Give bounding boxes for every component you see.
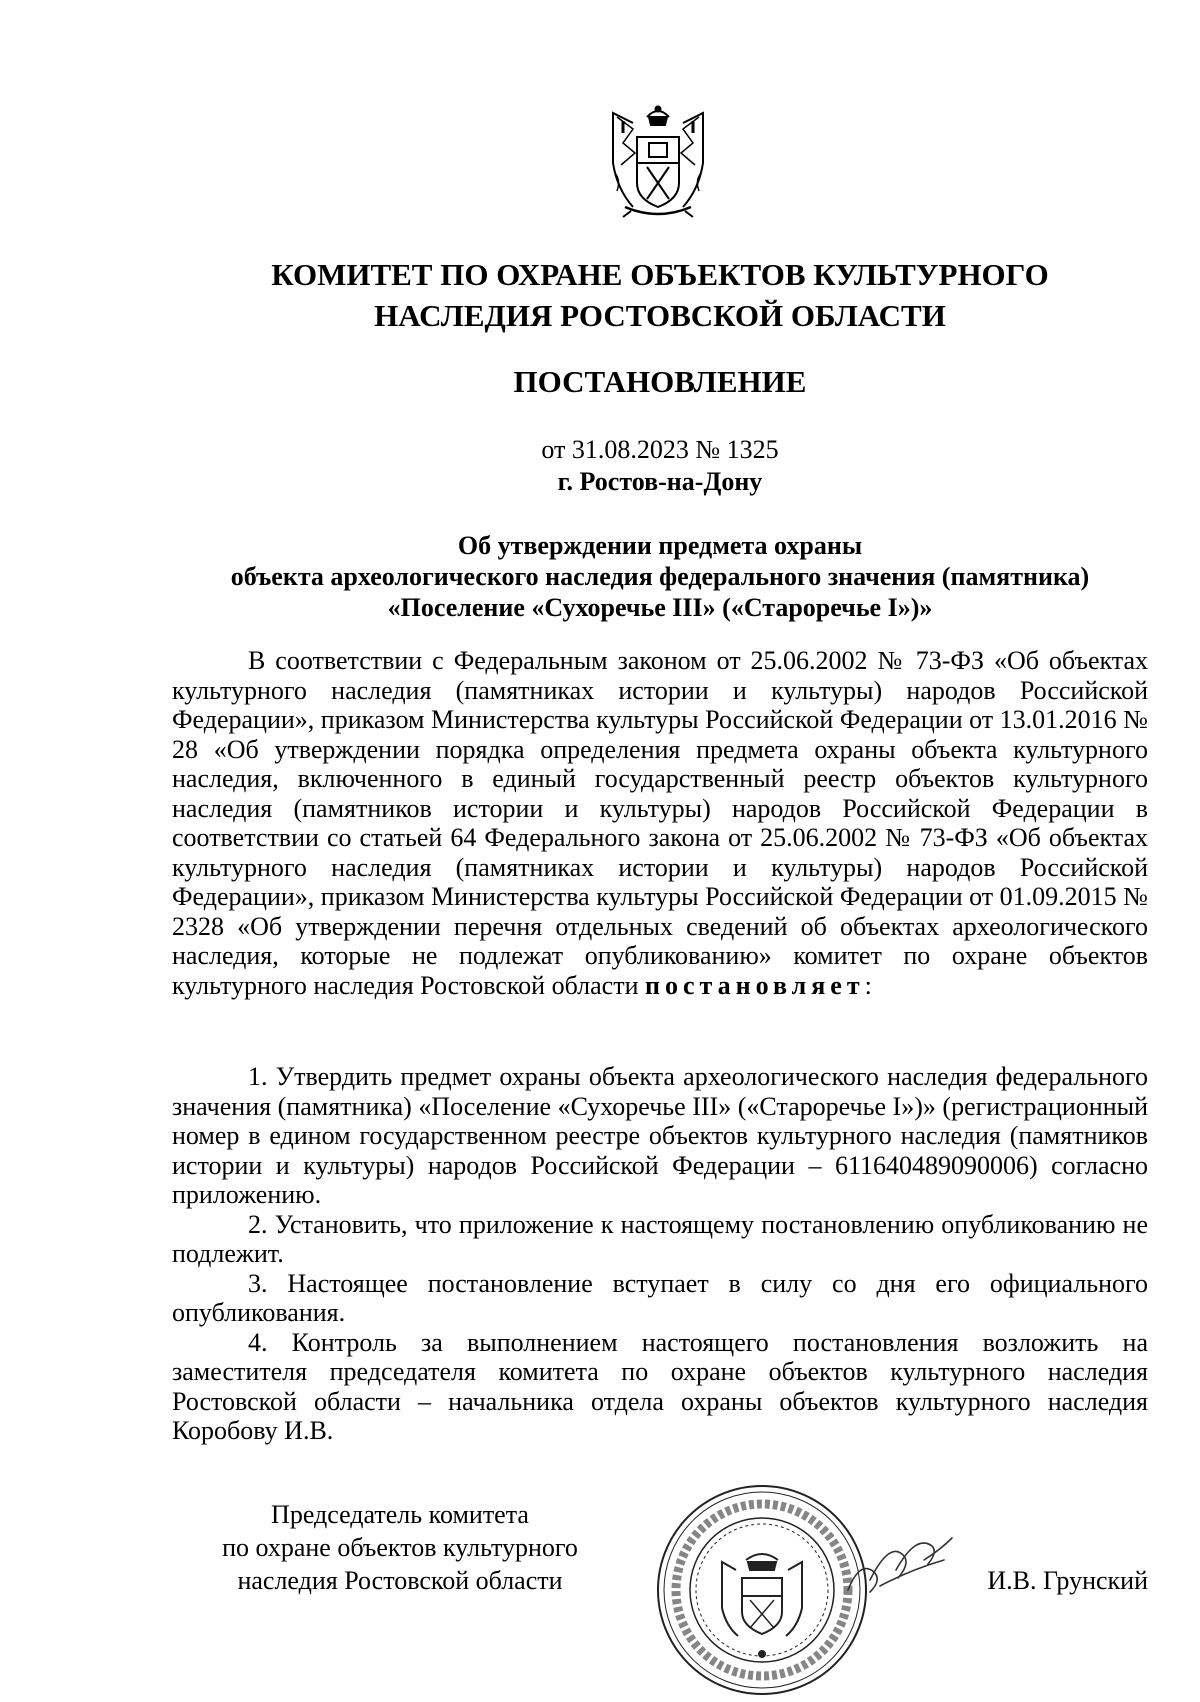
document-date-number: от 31.08.2023 № 1325 [541, 435, 779, 464]
preamble-text: В соответствии с Федеральным законом от 25.06.2002 № 73-ФЗ «Об объектах культурного наследия (памятниках истории и культуры) народов Российской Федерации», приказом Министерства культуры Российской Федерации от 13.01.2016 № 28 «Об утверждении порядка определения предмета охраны объекта культурного наследия, включенного в единый государственный реестр объектов культурного наследия (памятников истории и культуры) народов Российской Федерации в соответствии со статьей 64 Федерального закона от 25.06.2002 № 73-ФЗ «Об объектах культурного наследия (памятниках истории и культуры) народов Российской Федерации», приказом Министерства культуры Российской Федерации от 01.09.2015 № 2328 «Об утверждении перечня отдельных сведений об объектах археологического наследия, которые не подлежат опубликованию» комитет по охране объектов культурного наследия Ростовской области [172, 646, 1148, 1000]
signatory-title [200, 1498, 600, 1597]
decree-word: постановляет [645, 970, 865, 1000]
organization-title-line1: КОМИТЕТ ПО ОХРАНЕ ОБЪЕКТОВ КУЛЬТУРНОГО [271, 257, 1049, 292]
signatory-title-line3: наследия Ростовской области [237, 1566, 563, 1595]
document-city: г. Ростов-на-Дону [557, 467, 763, 496]
signatory-name: И.В. Грунский [987, 1566, 1148, 1595]
signatory-title-line2: по охране объектов культурного [222, 1533, 578, 1562]
decree-item-4: 4. Контроль за выполнением настоящего постановления возложить на заместителя председателя комитета по охране объектов культурного наследия Ростовской области – начальника отдела охраны объектов культурного наследия Коробову И.В. [172, 1327, 1148, 1445]
organization-title [170, 254, 1150, 336]
document-type-heading: ПОСТАНОВЛЕНИЕ [513, 364, 807, 399]
subject-line2: объекта археологического наследия федерального значения (памятника) [230, 562, 1090, 591]
subject-line3: «Поселение «Сухоречье III» («Староречье I»)» [387, 593, 933, 622]
decree-item-1: 1. Утвердить предмет охраны объекта археологического наследия федерального значения (памятника) «Поселение «Сухоречье III» («Староречье I»)» (регистрационный номер в едином государственном реестре объектов культурного наследия (памятников истории и культуры) народов Российской Федерации – 611640489090006) согласно приложению. [172, 1062, 1148, 1209]
organization-title-line2: НАСЛЕДИЯ РОСТОВСКОЙ ОБЛАСТИ [374, 298, 946, 333]
decree-item-3: 3. Настоящее постановление вступает в силу со дня его официального опубликования. [172, 1268, 1148, 1327]
decree-item-2: 2. Установить, что приложение к настоящему постановлению опубликованию не подлежит. [172, 1209, 1148, 1268]
coat-of-arms-icon [603, 103, 713, 221]
handwritten-signature-icon [840, 1520, 960, 1610]
decree-items [172, 1062, 1148, 1446]
subject-line1: Об утверждении предмета охраны [457, 531, 863, 560]
signatory-title-line1: Председатель комитета [271, 1500, 529, 1529]
preamble-paragraph [172, 646, 1148, 1000]
decree-suffix: : [864, 970, 872, 1000]
document-subject [170, 530, 1150, 623]
